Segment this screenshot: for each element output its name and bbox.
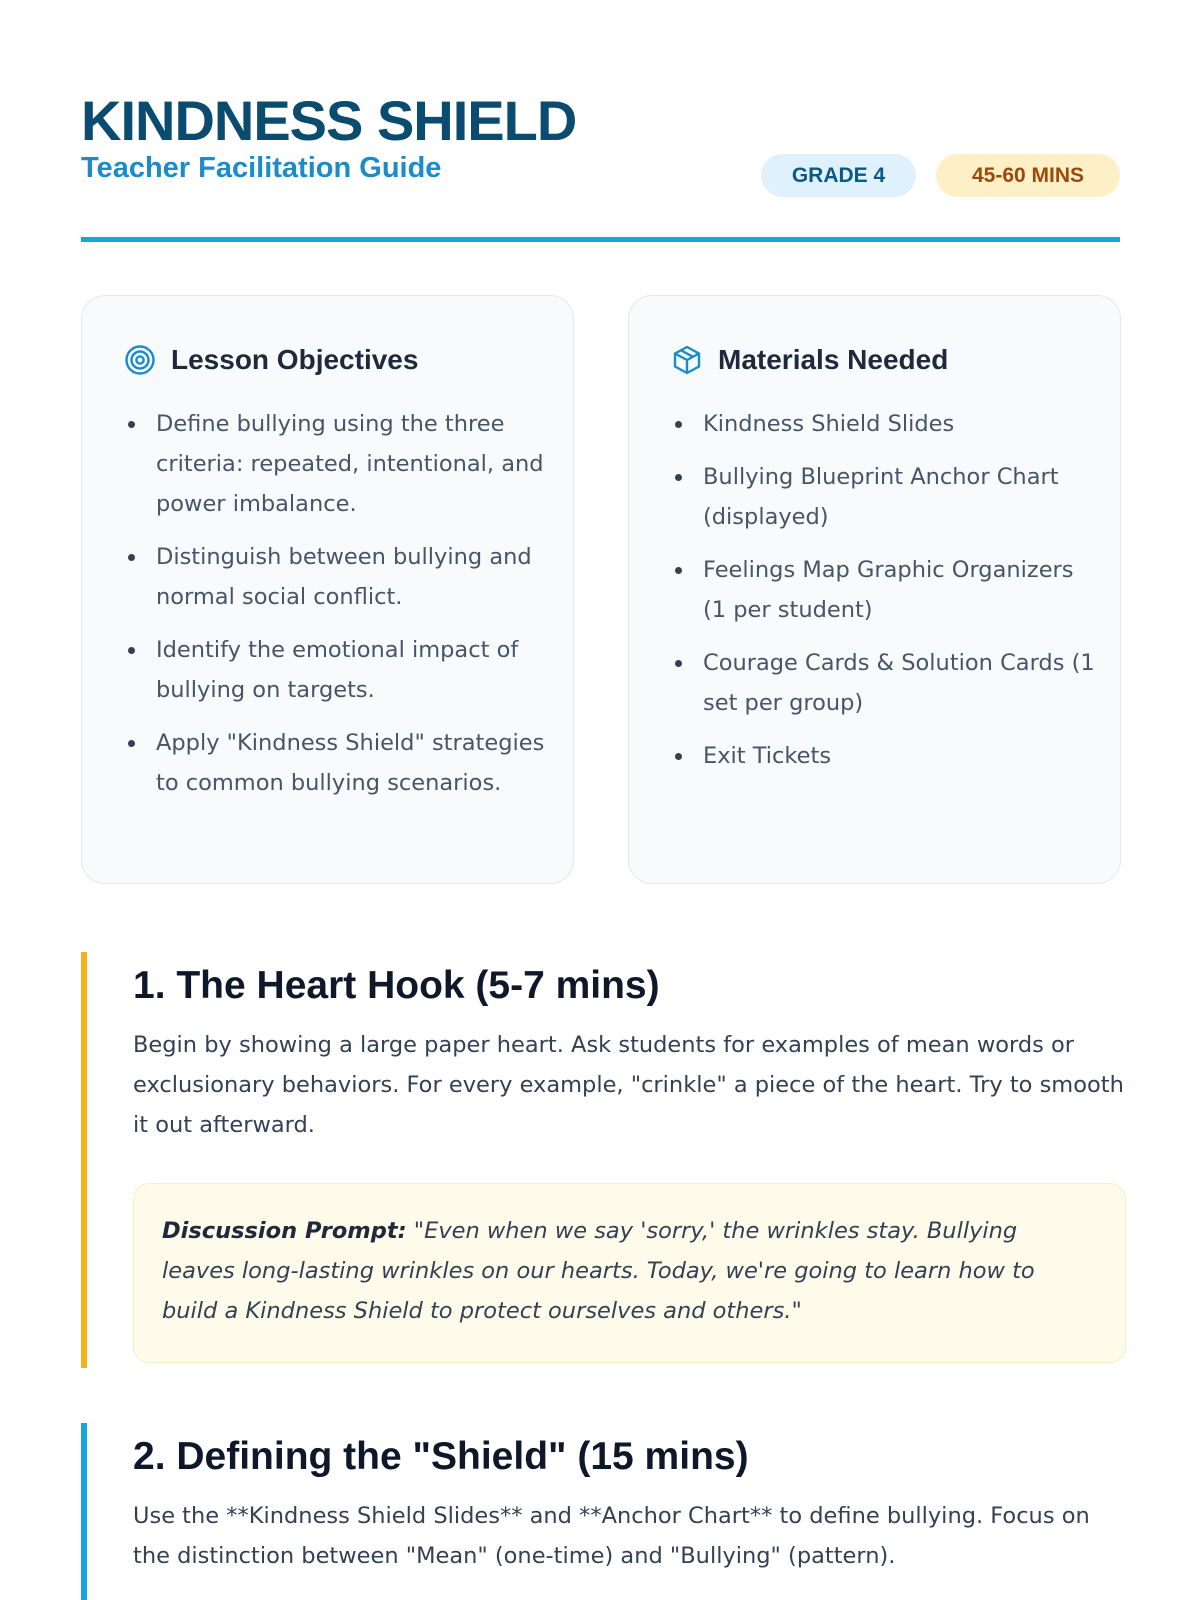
materials-header bbox=[671, 342, 948, 378]
list-item: Kindness Shield Slides bbox=[703, 404, 1103, 444]
section-title: 1. The Heart Hook (5-7 mins) bbox=[133, 964, 660, 1007]
list-item: Identify the emotional impact of bullying on targets. bbox=[156, 630, 556, 710]
objectives-card bbox=[81, 295, 574, 884]
objectives-list bbox=[156, 404, 556, 816]
objectives-title: Lesson Objectives bbox=[171, 344, 419, 375]
grade-badge: GRADE 4 bbox=[761, 154, 916, 197]
list-item: Distinguish between bullying and normal social conflict. bbox=[156, 537, 556, 617]
materials-list bbox=[703, 404, 1103, 789]
materials-title: Materials Needed bbox=[718, 344, 949, 375]
section-body: Begin by showing a large paper heart. Ask students for examples of mean words or exclusionary behaviors. For every example, "crinkle" a piece of the heart. Try to smooth it out afterward. bbox=[133, 1032, 1124, 1138]
section-body: Use the **Kindness Shield Slides** and **Anchor Chart** to define bullying. Focus on the distinction between "Mean" (one-time) and "Bullying" (pattern). bbox=[133, 1503, 1090, 1569]
prompt-text: "Even when we say 'sorry,' the wrinkles stay. Bullying leaves long-lasting wrinkles on our hearts. Today, we're going to learn how to build a Kindness Shield to protect ourselves and others." bbox=[162, 1218, 1035, 1324]
list-item: Apply "Kindness Shield" strategies to common bullying scenarios. bbox=[156, 723, 556, 803]
list-item: Courage Cards & Solution Cards (1 set per group) bbox=[703, 643, 1103, 723]
section-title: 2. Defining the "Shield" (15 mins) bbox=[133, 1435, 749, 1478]
discussion-prompt bbox=[133, 1183, 1126, 1363]
prompt-label: Discussion Prompt: bbox=[162, 1218, 407, 1244]
materials-card bbox=[628, 295, 1121, 884]
list-item: Define bullying using the three criteria: repeated, intentional, and power imbalance. bbox=[156, 404, 556, 524]
section-defining-shield bbox=[81, 1423, 1120, 1600]
package-icon bbox=[671, 344, 703, 376]
list-item: Feelings Map Graphic Organizers (1 per student) bbox=[703, 550, 1103, 630]
objectives-header bbox=[124, 342, 418, 378]
list-item: Bullying Blueprint Anchor Chart (displayed) bbox=[703, 457, 1103, 537]
page-header bbox=[81, 80, 1120, 242]
page-title: KINDNESS SHIELD bbox=[81, 89, 577, 152]
target-icon bbox=[124, 344, 156, 376]
page-subtitle: Teacher Facilitation Guide bbox=[81, 152, 442, 184]
section-heart-hook bbox=[81, 952, 1124, 1368]
list-item: Exit Tickets bbox=[703, 736, 1103, 776]
duration-badge: 45-60 MINS bbox=[936, 154, 1120, 197]
